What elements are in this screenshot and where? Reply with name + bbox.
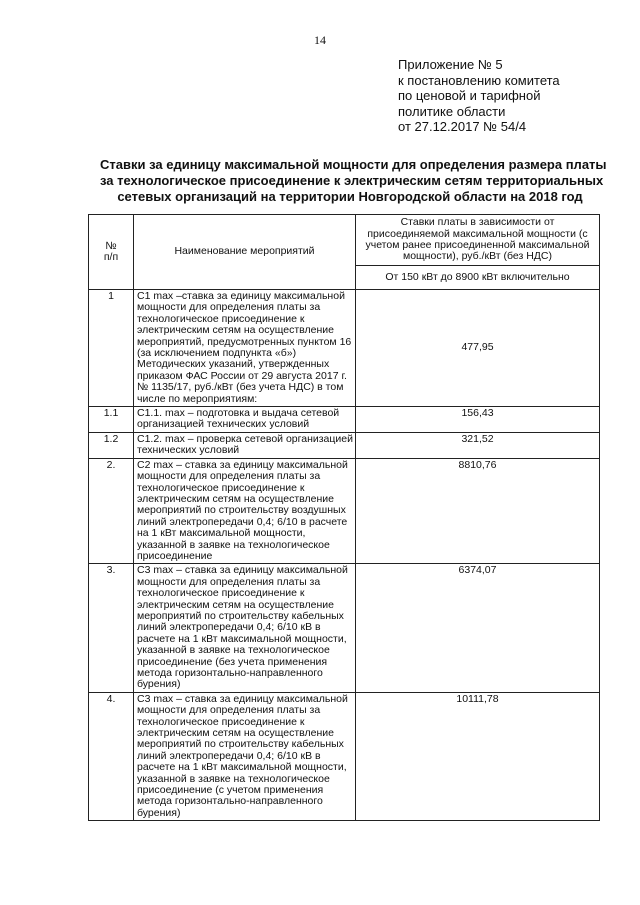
row-value: 10111,78 (356, 692, 600, 820)
rates-table (88, 214, 600, 821)
header-name: Наименование мероприятий (134, 215, 356, 290)
annex-line: от 27.12.2017 № 54/4 (398, 119, 527, 134)
table-row (89, 432, 600, 458)
row-value: 8810,76 (356, 458, 600, 564)
row-value: 477,95 (356, 290, 600, 407)
annex-line: политике области (398, 103, 506, 119)
row-number: 1.2 (89, 432, 134, 458)
row-number: 4. (89, 692, 134, 820)
row-description: С2 max – ставка за единицу максимальной мощности для определения платы за технологическое присоединение к электрическим сетям на осуществление мероприятий по строительству воздушных линий электропередачи 0,4; 6/10 в расчете на 1 кВт максимальной мощности, указанной в заявке на технологическое присоединение (134, 458, 356, 564)
annex-line: Приложение № 5 (398, 57, 503, 72)
row-number: 1 (89, 290, 134, 407)
table-row (89, 290, 600, 407)
annex-line: к постановлению комитета (398, 72, 560, 88)
annex-line: по ценовой и тарифной (398, 88, 541, 103)
page-number: 14 (314, 33, 326, 47)
title-line: сетевых организаций на территории Новгородской области на 2018 год (117, 189, 583, 204)
row-description: С3 max – ставка за единицу максимальной мощности для определения платы за технологическое присоединение к электрическим сетям на осуществление мероприятий по строительству кабельных линий электропередачи 0,4; 6/10 кВ в расчете на 1 кВт максимальной мощности, указанной в заявке на технологическое присоединение (без учета применения метода горизонтально-направленного бурения) (134, 564, 356, 692)
row-description: С1 max –ставка за единицу максимальной мощности для определения платы за технологическое присоединение к электрическим сетям на осуществление мероприятий, предусмотренных пунктом 16 (за исключением подпункта «б») Методических указаний, утвержденных приказом ФАС России от 29 августа 2017 г. № 1135/17, руб./кВт (без учета НДС) в том числе по мероприятиям: (134, 290, 356, 407)
header-rate: Ставки платы в зависимости от присоединяемой максимальной мощности (с учетом ранее присоединенной максимальной мощности), руб./кВт (без НДС) (356, 215, 600, 266)
table-row (89, 458, 600, 564)
row-description: С1.1. max – подготовка и выдача сетевой организацией технических условий (134, 407, 356, 433)
table-row (89, 407, 600, 433)
row-description: С1.2. max – проверка сетевой организацией технических условий (134, 432, 356, 458)
table-row (89, 692, 600, 820)
row-description: С3 max – ставка за единицу максимальной мощности для определения платы за технологическое присоединение к электрическим сетям на осуществление мероприятий по строительству кабельных линий электропередачи 0,4; 6/10 кВ в расчете на 1 кВт максимальной мощности, указанной в заявке на технологическое присоединение (с учетом применения метода горизонтально-направленного бурения) (134, 692, 356, 820)
header-range: От 150 кВт до 8900 кВт включительно (356, 266, 600, 290)
row-value: 156,43 (356, 407, 600, 433)
table-header-row (89, 215, 600, 266)
annex-block (398, 57, 598, 135)
row-number: 1.1 (89, 407, 134, 433)
row-number: 2. (89, 458, 134, 564)
title-line: за технологическое присоединение к электрическим сетям территориальных (100, 173, 604, 188)
row-value: 6374,07 (356, 564, 600, 692)
header-num: № п/п (89, 215, 134, 290)
title-line: Ставки за единицу максимальной мощности для определения размера платы (100, 157, 607, 172)
row-value: 321,52 (356, 432, 600, 458)
table-row (89, 564, 600, 692)
row-number: 3. (89, 564, 134, 692)
document-title (100, 157, 607, 205)
